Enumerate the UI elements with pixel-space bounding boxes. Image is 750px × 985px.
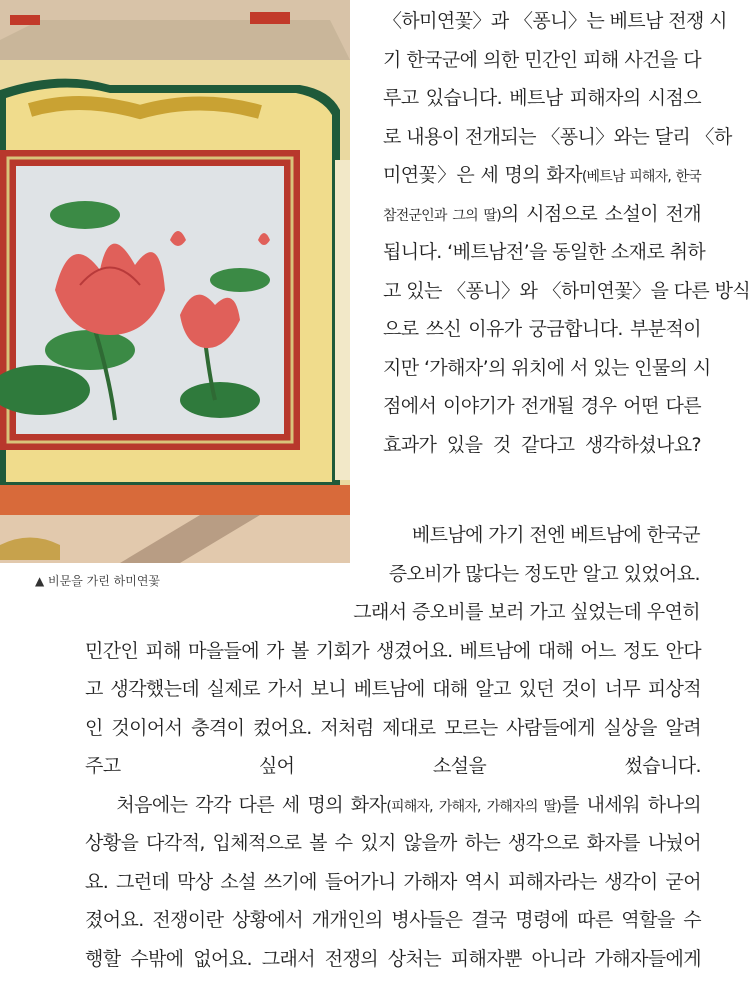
text-segment: 미연꽃〉은 세 명의 화자 (383, 164, 582, 186)
answer-line (353, 597, 700, 627)
question-line (383, 199, 701, 229)
answer-line (85, 828, 701, 858)
question-line (383, 430, 701, 460)
text-segment: 효과가 있을 것 같다고 생각하셨나요? (383, 433, 701, 456)
question-line (383, 6, 727, 36)
question-line (383, 314, 701, 344)
text-segment: 민간인 피해 마을들에 가 볼 기회가 생겼어요. 베트남에 대해 어느 정도 안다 (85, 639, 701, 662)
question-line (383, 160, 701, 190)
text-segment: 처음에는 각각 다른 세 명의 화자 (85, 793, 387, 816)
text-segment: 점에서 이야기가 전개될 경우 어떤 다른 (383, 395, 701, 417)
question-line (383, 276, 750, 306)
text-segment: 지만 ‘가해자’의 위치에 서 있는 인물의 시 (383, 356, 711, 379)
text-segment: 주고 싶어 소설을 썼습니다. (85, 755, 701, 777)
text-segment: 요. 그런데 막상 소설 쓰기에 들어가니 가해자 역시 피해자라는 생각이 굳어 (85, 870, 701, 893)
text-segment: 으로 쓰신 이유가 궁금합니다. 부분적이 (383, 318, 701, 340)
parenthetical-note: (베트남 피해자, 한국 (581, 169, 702, 185)
text-segment: 그래서 증오비를 보러 가고 싶었는데 우연히 (353, 601, 700, 623)
answer-line (389, 559, 700, 589)
parenthetical-note: (피해자, 가해자, 가해자의 딸) (386, 798, 562, 815)
photo-lotus-mural (0, 0, 350, 563)
text-segment: 졌어요. 전쟁이란 상황에서 개개인의 병사들은 결국 명령에 따른 역할을 수 (85, 909, 701, 931)
answer-line (85, 751, 701, 781)
text-segment: 고 생각했는데 실제로 가서 보니 베트남에 대해 알고 있던 것이 너무 피상적 (85, 678, 701, 700)
text-segment: 기 한국군에 의한 민간인 피해 사건을 다 (383, 48, 701, 71)
photo-caption: ▲ 비문을 가린 하미연꽃 (35, 574, 161, 588)
text-segment: 의 시점으로 소설이 전개 (500, 202, 701, 225)
answer-line (85, 713, 701, 743)
question-line (383, 237, 706, 267)
answer-line (85, 636, 701, 666)
answer-line (85, 905, 701, 935)
question-line (383, 83, 701, 113)
answer-line (412, 520, 700, 550)
answer-line (85, 790, 701, 820)
question-line (383, 391, 701, 421)
parenthetical-note: 참전군인과 그의 딸) (383, 207, 501, 224)
question-line (383, 353, 711, 383)
text-segment: 인 것이어서 충격이 컸어요. 저처럼 제대로 모르는 사람들에게 실상을 알려 (85, 716, 701, 739)
text-segment: 증오비가 많다는 정도만 알고 있었어요. (388, 562, 700, 585)
answer-line (85, 867, 701, 897)
question-line (383, 45, 701, 75)
text-segment: 를 내세워 하나의 (561, 793, 701, 816)
lotus-mural-image (0, 0, 350, 563)
text-segment: 상황을 다각적, 입체적으로 볼 수 있지 않을까 하는 생각으로 화자를 나눴어 (85, 832, 701, 854)
text-segment: 행할 수밖에 없어요. 그래서 전쟁의 상처는 피해자뿐 아니라 가해자들에게 (85, 947, 701, 970)
question-line (383, 122, 732, 152)
text-segment: 로 내용이 전개되는 〈퐁니〉와는 달리 〈하 (383, 125, 732, 148)
text-segment: 됩니다. ‘베트남전’을 동일한 소재로 취하 (383, 241, 706, 263)
answer-line (85, 674, 701, 704)
text-segment: 루고 있습니다. 베트남 피해자의 시점으 (383, 87, 701, 109)
text-segment: 〈하미연꽃〉과 〈퐁니〉는 베트남 전쟁 시 (383, 10, 727, 32)
text-segment: 베트남에 가기 전엔 베트남에 한국군 (411, 524, 700, 546)
text-segment: 고 있는 〈퐁니〉와 〈하미연꽃〉을 다른 방식 (383, 279, 750, 302)
answer-line (85, 944, 701, 974)
